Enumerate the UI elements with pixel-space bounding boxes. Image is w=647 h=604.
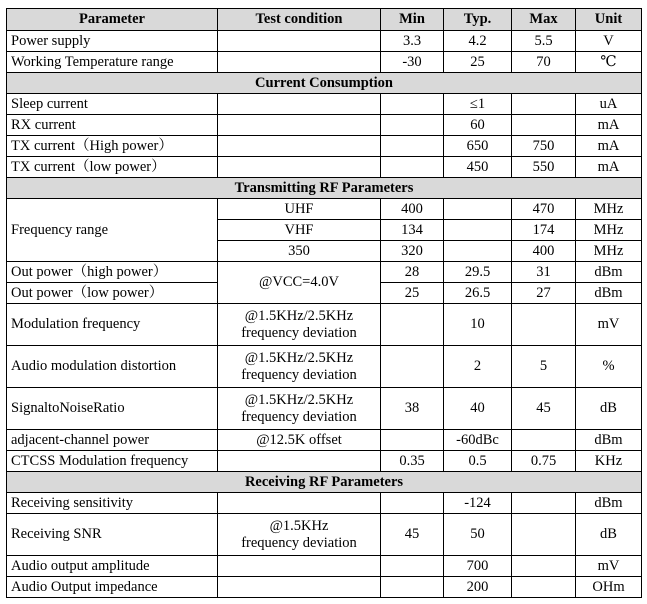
- min-cell: 25: [381, 283, 444, 304]
- table-row: [7, 262, 642, 283]
- typ-cell: 700: [444, 556, 512, 577]
- table-row: [7, 94, 642, 115]
- unit-cell: MHz: [576, 241, 642, 262]
- param-name: CTCSS Modulation frequency: [7, 451, 218, 472]
- band-cell: UHF: [218, 199, 381, 220]
- cond-cell: [218, 577, 381, 598]
- table-row: [7, 304, 642, 346]
- max-cell: 470: [512, 199, 576, 220]
- min-cell: [381, 346, 444, 388]
- table-row: [7, 52, 642, 73]
- max-cell: 550: [512, 157, 576, 178]
- cond-cell: [218, 31, 381, 52]
- cond-cell: [218, 94, 381, 115]
- min-cell: 45: [381, 514, 444, 556]
- unit-cell: V: [576, 31, 642, 52]
- max-cell: [512, 94, 576, 115]
- typ-cell: 2: [444, 346, 512, 388]
- max-cell: [512, 493, 576, 514]
- table-row: [7, 451, 642, 472]
- cond-line: frequency deviation: [241, 534, 357, 551]
- cond-cell: [218, 115, 381, 136]
- cond-cell: [218, 556, 381, 577]
- max-cell: 174: [512, 220, 576, 241]
- table-row: [7, 31, 642, 52]
- min-cell: 400: [381, 199, 444, 220]
- typ-cell: [444, 220, 512, 241]
- section-title-current: Current Consumption: [7, 73, 642, 94]
- param-name: Working Temperature range: [7, 52, 218, 73]
- cond-line: @1.5KHz/2.5KHz: [244, 307, 354, 324]
- typ-cell: 450: [444, 157, 512, 178]
- param-name: Out power（high power）: [7, 262, 218, 283]
- unit-cell: MHz: [576, 220, 642, 241]
- header-max: Max: [512, 9, 576, 31]
- unit-cell: dB: [576, 388, 642, 430]
- header-parameter: Parameter: [7, 9, 218, 31]
- param-name: TX current（low power）: [7, 157, 218, 178]
- header-min: Min: [381, 9, 444, 31]
- min-cell: -30: [381, 52, 444, 73]
- table-row: [7, 430, 642, 451]
- max-cell: [512, 115, 576, 136]
- cond-cell: [218, 346, 381, 388]
- typ-cell: 60: [444, 115, 512, 136]
- param-name: Receiving sensitivity: [7, 493, 218, 514]
- min-cell: [381, 493, 444, 514]
- param-name: Modulation frequency: [7, 304, 218, 346]
- param-name: Out power（low power）: [7, 283, 218, 304]
- spec-table: [6, 8, 642, 598]
- typ-cell: 0.5: [444, 451, 512, 472]
- unit-cell: ℃: [576, 52, 642, 73]
- max-cell: [512, 304, 576, 346]
- max-cell: 27: [512, 283, 576, 304]
- cond-line: frequency deviation: [241, 408, 357, 425]
- param-name: Frequency range: [7, 199, 218, 262]
- header-condition: Test condition: [218, 9, 381, 31]
- band-cell: 350: [218, 241, 381, 262]
- header-unit: Unit: [576, 9, 642, 31]
- cond-line: @1.5KHz/2.5KHz: [244, 391, 354, 408]
- typ-cell: 50: [444, 514, 512, 556]
- typ-cell: 26.5: [444, 283, 512, 304]
- min-cell: [381, 136, 444, 157]
- table-row: [7, 199, 642, 220]
- typ-cell: 25: [444, 52, 512, 73]
- table-row: [7, 346, 642, 388]
- unit-cell: mV: [576, 556, 642, 577]
- cond-cell: [218, 388, 381, 430]
- max-cell: 45: [512, 388, 576, 430]
- min-cell: 3.3: [381, 31, 444, 52]
- unit-cell: mA: [576, 157, 642, 178]
- unit-cell: dBm: [576, 430, 642, 451]
- unit-cell: mV: [576, 304, 642, 346]
- typ-cell: -60dBc: [444, 430, 512, 451]
- min-cell: 28: [381, 262, 444, 283]
- section-title-rx: Receiving RF Parameters: [7, 472, 642, 493]
- typ-cell: [444, 241, 512, 262]
- param-name: Audio Output impedance: [7, 577, 218, 598]
- param-name: Power supply: [7, 31, 218, 52]
- param-name: Audio modulation distortion: [7, 346, 218, 388]
- typ-cell: 10: [444, 304, 512, 346]
- min-cell: 38: [381, 388, 444, 430]
- max-cell: 5: [512, 346, 576, 388]
- max-cell: [512, 556, 576, 577]
- typ-cell: 29.5: [444, 262, 512, 283]
- unit-cell: KHz: [576, 451, 642, 472]
- cond-line: @1.5KHz: [269, 517, 329, 534]
- min-cell: 134: [381, 220, 444, 241]
- typ-cell: 4.2: [444, 31, 512, 52]
- unit-cell: mA: [576, 115, 642, 136]
- typ-cell: [444, 199, 512, 220]
- unit-cell: dBm: [576, 283, 642, 304]
- cond-line: @1.5KHz/2.5KHz: [244, 349, 354, 366]
- typ-cell: 650: [444, 136, 512, 157]
- param-name: Receiving SNR: [7, 514, 218, 556]
- typ-cell: ≤1: [444, 94, 512, 115]
- table-row: [7, 136, 642, 157]
- cond-cell: [218, 136, 381, 157]
- table-row: [7, 514, 642, 556]
- cond-cell: [218, 493, 381, 514]
- cond-cell: [218, 157, 381, 178]
- header-row: [7, 9, 642, 31]
- band-cell: VHF: [218, 220, 381, 241]
- max-cell: 31: [512, 262, 576, 283]
- cond-cell: [218, 514, 381, 556]
- cond-cell: [218, 451, 381, 472]
- unit-cell: dB: [576, 514, 642, 556]
- min-cell: [381, 157, 444, 178]
- unit-cell: uA: [576, 94, 642, 115]
- unit-cell: OHm: [576, 577, 642, 598]
- table-row: [7, 157, 642, 178]
- min-cell: [381, 430, 444, 451]
- param-name: RX current: [7, 115, 218, 136]
- max-cell: 750: [512, 136, 576, 157]
- max-cell: [512, 430, 576, 451]
- param-name: adjacent-channel power: [7, 430, 218, 451]
- cond-cell: @VCC=4.0V: [218, 262, 381, 304]
- typ-cell: 40: [444, 388, 512, 430]
- unit-cell: MHz: [576, 199, 642, 220]
- table-row: [7, 115, 642, 136]
- unit-cell: dBm: [576, 493, 642, 514]
- typ-cell: 200: [444, 577, 512, 598]
- min-cell: [381, 94, 444, 115]
- min-cell: 320: [381, 241, 444, 262]
- max-cell: 0.75: [512, 451, 576, 472]
- max-cell: 70: [512, 52, 576, 73]
- min-cell: 0.35: [381, 451, 444, 472]
- section-row: [7, 472, 642, 493]
- table-row: [7, 577, 642, 598]
- section-row: [7, 73, 642, 94]
- param-name: Audio output amplitude: [7, 556, 218, 577]
- cond-cell: [218, 52, 381, 73]
- max-cell: 400: [512, 241, 576, 262]
- section-row: [7, 178, 642, 199]
- param-name: SignaltoNoiseRatio: [7, 388, 218, 430]
- unit-cell: mA: [576, 136, 642, 157]
- max-cell: [512, 577, 576, 598]
- table-row: [7, 388, 642, 430]
- cond-cell: @12.5K offset: [218, 430, 381, 451]
- section-title-tx: Transmitting RF Parameters: [7, 178, 642, 199]
- cond-line: frequency deviation: [241, 366, 357, 383]
- cond-cell: [218, 304, 381, 346]
- typ-cell: -124: [444, 493, 512, 514]
- max-cell: [512, 514, 576, 556]
- min-cell: [381, 115, 444, 136]
- max-cell: 5.5: [512, 31, 576, 52]
- param-name: TX current（High power）: [7, 136, 218, 157]
- min-cell: [381, 304, 444, 346]
- param-name: Sleep current: [7, 94, 218, 115]
- unit-cell: dBm: [576, 262, 642, 283]
- header-typ: Typ.: [444, 9, 512, 31]
- table-row: [7, 556, 642, 577]
- min-cell: [381, 556, 444, 577]
- unit-cell: %: [576, 346, 642, 388]
- table-row: [7, 493, 642, 514]
- min-cell: [381, 577, 444, 598]
- cond-line: frequency deviation: [241, 324, 357, 341]
